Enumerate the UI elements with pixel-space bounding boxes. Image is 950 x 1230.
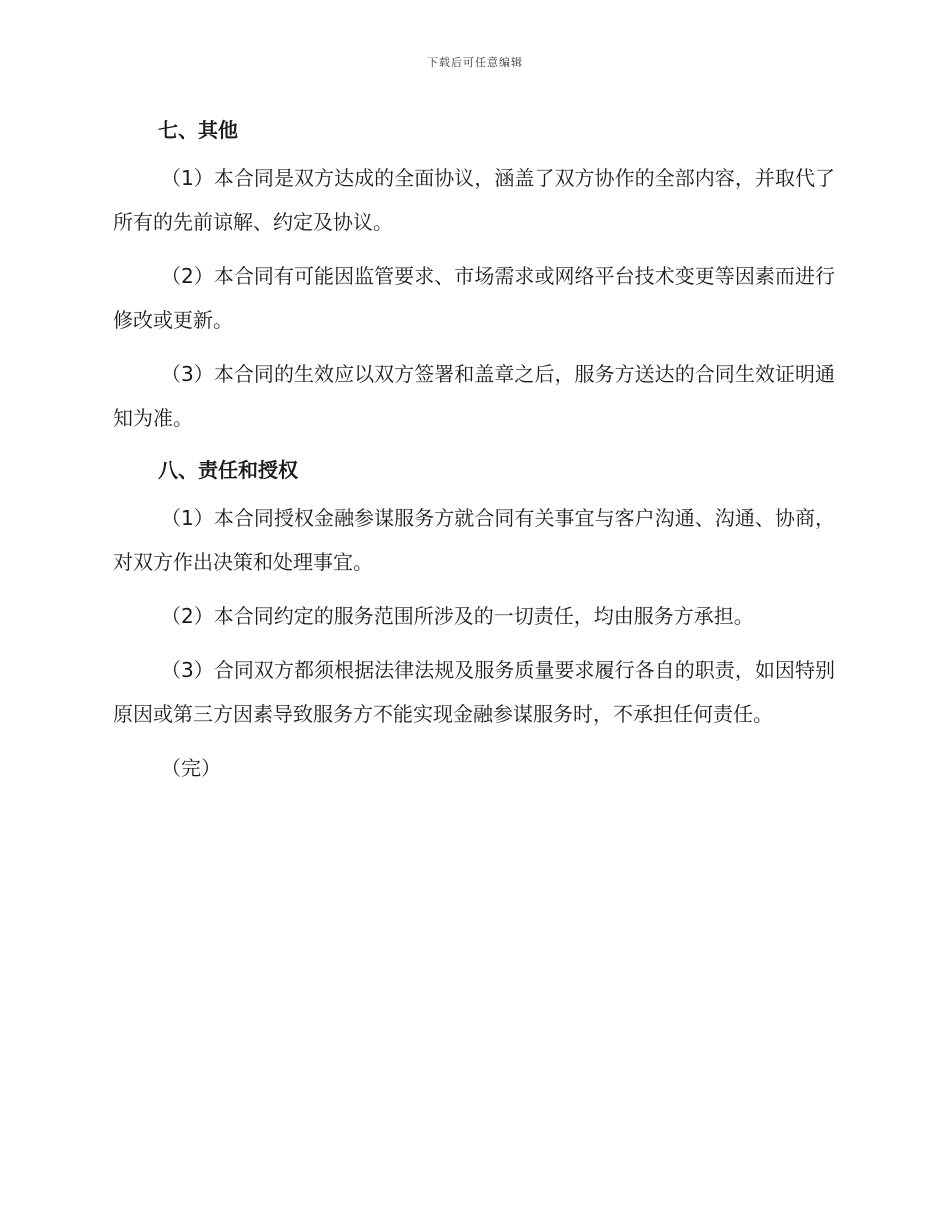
section-other — [113, 110, 835, 440]
document-body — [113, 110, 835, 790]
clause-paragraph: （3）合同双方都须根据法律法规及服务质量要求履行各自的职责，如因特别原因或第三方因素导致服务方不能实现金融参谋服务时，不承担任何责任。 — [113, 658, 835, 726]
document-ending: （完） — [161, 756, 221, 780]
section-responsibility — [113, 450, 835, 736]
clause-paragraph: （3）本合同的生效应以双方签署和盖章之后，服务方送达的合同生效证明通知为准。 — [113, 362, 835, 430]
clause-paragraph: （2）本合同约定的服务范围所涉及的一切责任，均由服务方承担。 — [161, 604, 754, 628]
section-heading: 八、责任和授权 — [158, 458, 298, 482]
clause-paragraph: （1）本合同授权金融参谋服务方就合同有关事宜与客户沟通、沟通、协商，对双方作出决策和处理事宜。 — [113, 506, 835, 574]
section-heading: 七、其他 — [158, 118, 238, 142]
clause-paragraph: （2）本合同有可能因监管要求、市场需求或网络平台技术变更等因素而进行修改或更新。 — [113, 264, 835, 332]
page-header: 下载后可任意编辑 — [427, 56, 523, 69]
clause-paragraph: （1）本合同是双方达成的全面协议，涵盖了双方协作的全部内容，并取代了所有的先前谅解、约定及协议。 — [113, 166, 835, 234]
